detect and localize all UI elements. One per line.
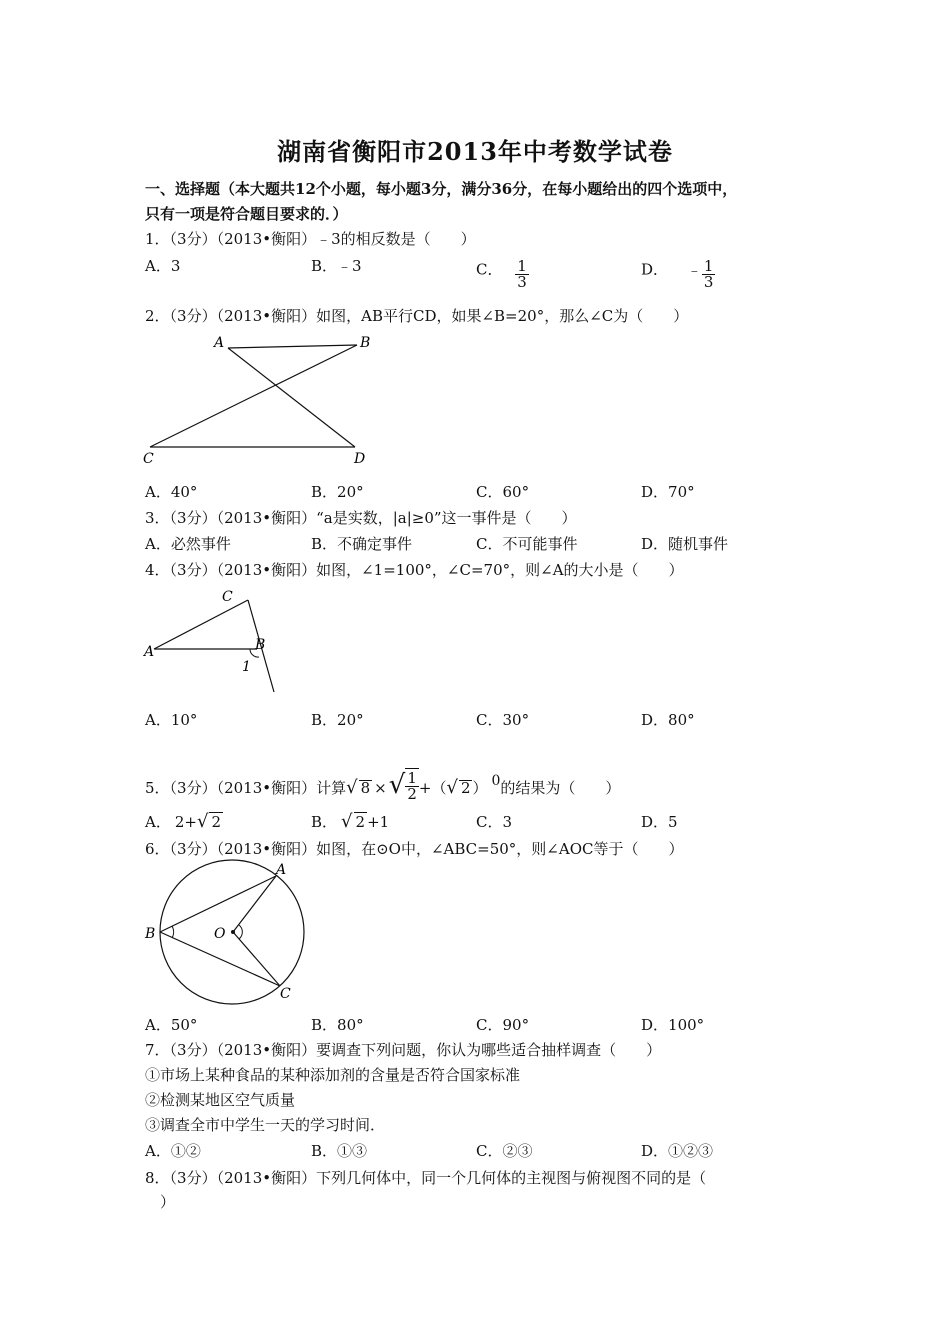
q6-stem: 6．（3分）（2013•衡阳）如图，在⊙O中，∠ABC=50°，则∠AOC等于（ ） [145,840,684,858]
label-c: C [222,589,233,605]
q5-option-b-expr: +1 [367,813,390,831]
page-title: 湖南省衡阳市2013年中考数学试卷 [277,137,673,166]
angle-o-arc [239,925,242,939]
segment-cb [150,345,357,447]
q5-option-d[interactable]: D．5 [641,813,678,831]
q2-figure [138,330,378,470]
q7-stem: 7．（3分）（2013•衡阳）要调查下列问题，你认为哪些适合抽样调查（ ） [145,1041,662,1059]
label-b: B [145,926,156,942]
plus-sign: + [418,779,432,797]
q5-option-b-radicand: 2 [355,813,366,831]
segment-ad [228,348,355,447]
q8-stem-continued: ） [160,1193,176,1211]
q3-stem: 3．（3分）（2013•衡阳）“a是实数，|a|≥0”这一事件是（ ） [145,509,577,527]
q7-option-c[interactable]: C．②③ [476,1142,533,1160]
q8-stem: 8．（3分）（2013•衡阳）下列几何体中，同一个几何体的主视图与俯视图不同的是（ [145,1169,707,1187]
fraction-numerator: 1 [407,769,417,787]
label-d: D [354,451,366,467]
sqrt2-radicand: 2 [460,779,471,797]
label-a: A [214,335,225,351]
fraction-denominator: 3 [517,273,527,291]
q5-stem: 5．（3分）（2013•衡阳）计算√ 8 ×√ $\frac{1}{2}$ +（√ 2 ） 0的结果为（ ） [145,769,621,803]
paren-right: ） [472,779,488,797]
q4-stem: 4．（3分）（2013•衡阳）如图，∠1=100°，∠C=70°，则∠A的大小是（ ） [145,561,684,579]
q4-option-b[interactable]: B．20° [311,711,364,729]
q1-option-b[interactable]: B．﹣3 [311,257,362,275]
q1-option-d-prefix: D． [641,260,669,279]
q4-figure [138,585,288,695]
q5-stem-suffix: 的结果为（ ） [500,779,621,797]
q1-option-d-neg: ﹣ [686,260,702,279]
q1-option-c[interactable] [476,255,529,291]
label-1: 1 [242,659,251,675]
q7-option-d[interactable]: D．①②③ [641,1142,714,1160]
segment-ab [228,345,357,348]
fraction-numerator: 1 [517,257,527,275]
q6-option-b[interactable]: B．80° [311,1016,364,1034]
q5-option-a-expr: 2+ [174,813,197,831]
sqrt8-radicand: 8 [360,779,371,797]
fraction-numerator: 1 [703,257,714,275]
q2-option-a[interactable]: A．40° [145,483,198,501]
q3-option-a[interactable]: A．必然事件 [145,535,231,553]
q7-option-b[interactable]: B．①③ [311,1142,368,1160]
q5-option-a-radicand: 2 [211,813,221,831]
segment-ac [154,600,248,649]
segment-oa [233,876,276,932]
label-b: B [360,335,371,351]
label-a: A [144,644,155,660]
center-point [231,930,235,934]
angle-b-arc [172,926,174,938]
q4-option-d[interactable]: D．80° [641,711,695,729]
q5-option-a[interactable]: A． 2+√ 2 [145,811,221,832]
paren-left: （ [431,779,447,797]
exponent-zero: 0 [491,773,501,789]
segment-oc [233,932,280,986]
q3-option-c[interactable]: C．不可能事件 [476,535,578,553]
q1-option-d-fraction [702,259,716,290]
q7-item-1: ①市场上某种食品的某种添加剂的含量是否符合国家标准 [145,1066,521,1084]
sqrt8: √ 8 [346,777,371,798]
q2-option-d[interactable]: D．70° [641,483,695,501]
q6-figure [138,858,308,1008]
fraction-denominator: 2 [407,785,417,803]
q6-option-d[interactable]: D．100° [641,1016,705,1034]
label-a: A [276,862,287,878]
q2-option-b[interactable]: B．20° [311,483,364,501]
q7-item-2: ②检测某地区空气质量 [145,1091,296,1109]
q2-stem: 2．（3分）（2013•衡阳）如图，AB平行CD，如果∠B=20°，那么∠C为（ ） [145,307,689,325]
q4-option-c[interactable]: C．30° [476,711,530,729]
q4-option-a[interactable]: A．10° [145,711,198,729]
q1-option-a[interactable]: A．3 [145,257,181,275]
fraction-denominator: 3 [703,273,714,291]
q5-stem-prefix: 5．（3分）（2013•衡阳）计算 [145,779,347,797]
label-b: B [255,637,266,653]
section-heading-line1: 一、选择题（本大题共12个小题，每小题3分，满分36分，在每小题给出的四个选项中， [145,180,738,198]
q1-option-d[interactable] [641,255,715,291]
q5-option-a-prefix: A． [145,813,171,831]
q6-option-c[interactable]: C．90° [476,1016,530,1034]
q5-option-c[interactable]: C．3 [476,813,513,831]
q2-option-c[interactable]: C．60° [476,483,530,501]
q1-stem: 1．（3分）（2013•衡阳）﹣3的相反数是（ ） [145,230,476,248]
label-c: C [143,451,154,467]
times-sign: × [374,779,387,797]
q1-option-c-prefix: C． [476,260,503,279]
section-heading-line2: 只有一项是符合题目要求的．） [145,205,348,223]
q3-option-b[interactable]: B．不确定事件 [311,535,413,553]
sqrt-half-fraction [405,768,419,802]
q7-option-a[interactable]: A．①② [145,1142,201,1160]
q3-option-d[interactable]: D．随机事件 [641,535,729,553]
label-o: O [214,926,226,942]
q5-option-b[interactable]: B． √ 2 +1 [311,811,390,832]
q6-option-a[interactable]: A．50° [145,1016,198,1034]
q7-item-3: ③调查全市中学生一天的学习时间． [145,1116,386,1134]
q5-option-b-prefix: B． [311,813,338,831]
label-c: C [280,986,291,1002]
q1-option-c-fraction [515,259,529,290]
